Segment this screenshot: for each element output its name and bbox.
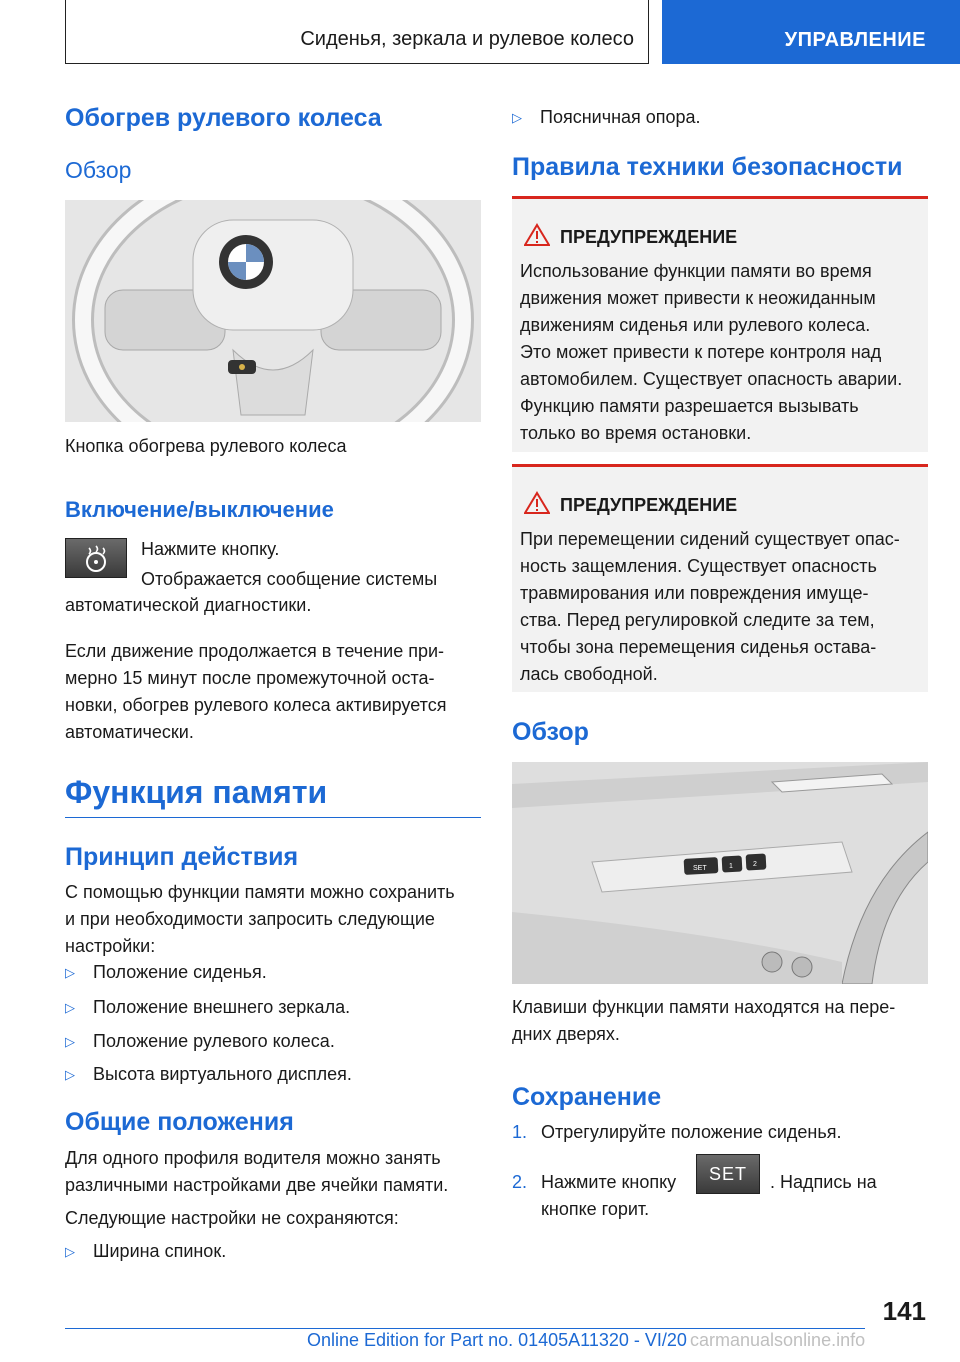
list-item: ▷ Высота виртуального дисплея.	[65, 1061, 465, 1088]
heated-steering-icon	[79, 544, 113, 572]
warning-label-1: ПРЕДУПРЕЖДЕНИЕ	[560, 227, 738, 247]
warning-label-2: ПРЕДУПРЕЖДЕНИЕ	[560, 495, 738, 515]
auto-line: новки, обогрев рулевого колеса активируется	[65, 695, 447, 715]
switch-message-line2: автоматической диагностики.	[65, 595, 312, 615]
set-button-label: SET	[708, 1163, 747, 1184]
bullet-triangle-icon: ▷	[65, 965, 75, 980]
bullet-triangle-icon: ▷	[512, 110, 522, 125]
door-panel-illustration	[512, 762, 928, 984]
principle-paragraph	[65, 879, 485, 960]
heading-safety: Правила техники безопасности	[512, 153, 903, 181]
heading-general: Общие положения	[65, 1108, 294, 1136]
step-1-text: Отрегулируйте положение сиденья.	[541, 1122, 842, 1142]
warning-box-2	[512, 464, 928, 692]
heading-overview-right: Обзор	[512, 718, 589, 746]
warning-text-2: При перемещении сидений существует опас- ность защемления. Существует опасность травмирования или повреждения имуще- ства. Перед регулировкой следите за тем, чтобы зона перемещения сиденья остава- лась свободной.	[520, 529, 900, 684]
bullet-triangle-icon: ▷	[65, 1034, 75, 1049]
general-line: различными настройками две ячейки памяти.	[65, 1175, 449, 1195]
auto-line: автоматически.	[65, 722, 194, 742]
steering-wheel-photo	[65, 200, 481, 422]
heading-steering-heat: Обогрев рулевого колеса	[65, 104, 382, 132]
footer-edition: Online Edition for Part no. 01405A11320 - VI/20	[307, 1330, 687, 1350]
door-memory-buttons-photo	[512, 762, 928, 984]
header-section-title: Сиденья, зеркала и рулевое колесо	[300, 28, 634, 50]
heading-switch-on-off: Включение/выключение	[65, 497, 334, 522]
list-item: ▷ Положение рулевого колеса.	[65, 1028, 465, 1055]
bullet-triangle-icon: ▷	[65, 1000, 75, 1015]
door-button-1-label: 1	[729, 863, 733, 870]
list-item: ▷ Положение сиденья.	[65, 959, 465, 986]
door-button-2-label: 2	[753, 861, 757, 868]
set-button-icon	[696, 1154, 760, 1194]
door-set-label: SET	[693, 865, 707, 872]
warning-text-1: Использование функции памяти во время движения может привести к неожиданным движениям сиденья или рулевого колеса. Это может привести к потере контроля над автомобилем. Существует опасность аварии. Функцию памяти разрешается вызывать только во время остановки.	[520, 261, 903, 443]
principle-line: С помощью функции памяти можно сохранить	[65, 882, 455, 902]
switch-instruction: Нажмите кнопку.	[141, 539, 280, 559]
heading-memory-function: Функция памяти	[65, 774, 328, 810]
step-2-text-c: кнопке горит.	[541, 1199, 650, 1219]
footer-rule	[65, 1328, 865, 1329]
heading-overview-left: Обзор	[65, 157, 132, 183]
memory-heading-rule	[65, 817, 481, 818]
bullet-triangle-icon: ▷	[65, 1244, 75, 1259]
step-number-2: 2.	[512, 1172, 528, 1192]
header-chapter-label: УПРАВЛЕНИЕ	[784, 29, 926, 51]
steering-photo-caption: Кнопка обогрева рулевого колеса	[65, 436, 347, 456]
list-item: ▷ Ширина спинок.	[65, 1238, 465, 1265]
auto-activation-paragraph	[65, 638, 485, 746]
general-line: Для одного профиля водителя можно занять	[65, 1148, 441, 1168]
heading-principle: Принцип действия	[65, 843, 299, 871]
step-2-text-b: . Надпись на	[770, 1172, 877, 1192]
header-section-box	[65, 0, 649, 64]
principle-line: и при необходимости запросить следующие	[65, 909, 435, 929]
auto-line: мерно 15 минут после промежуточной оста-	[65, 668, 435, 688]
steering-heat-button-icon	[65, 538, 127, 578]
steering-wheel-illustration	[65, 200, 481, 422]
principle-line: настройки:	[65, 936, 156, 956]
bullet-triangle-icon: ▷	[65, 1067, 75, 1082]
step-number-1: 1.	[512, 1122, 528, 1142]
step-2-text-a: Нажмите кнопку	[541, 1172, 677, 1192]
watermark: carmanualsonline.info	[690, 1330, 866, 1350]
not-saved-text: Следующие настройки не сохраняются:	[65, 1208, 399, 1228]
header-chapter-tab[interactable]	[662, 0, 960, 64]
heading-save: Сохранение	[512, 1083, 662, 1111]
general-paragraph	[65, 1145, 485, 1199]
warning-triangle-icon	[524, 491, 550, 515]
door-photo-caption: Клавиши функции памяти находятся на пере- дних дверях.	[512, 997, 896, 1044]
list-item: ▷ Положение внешнего зеркала.	[65, 994, 465, 1021]
warning-box-1	[512, 196, 928, 452]
switch-message-line1: Отображается сообщение системы	[141, 569, 438, 589]
list-item: ▷ Поясничная опора.	[512, 104, 912, 131]
page-number: 141	[882, 1296, 926, 1326]
auto-line: Если движение продолжается в течение при-	[65, 641, 445, 661]
warning-triangle-icon	[524, 223, 550, 247]
